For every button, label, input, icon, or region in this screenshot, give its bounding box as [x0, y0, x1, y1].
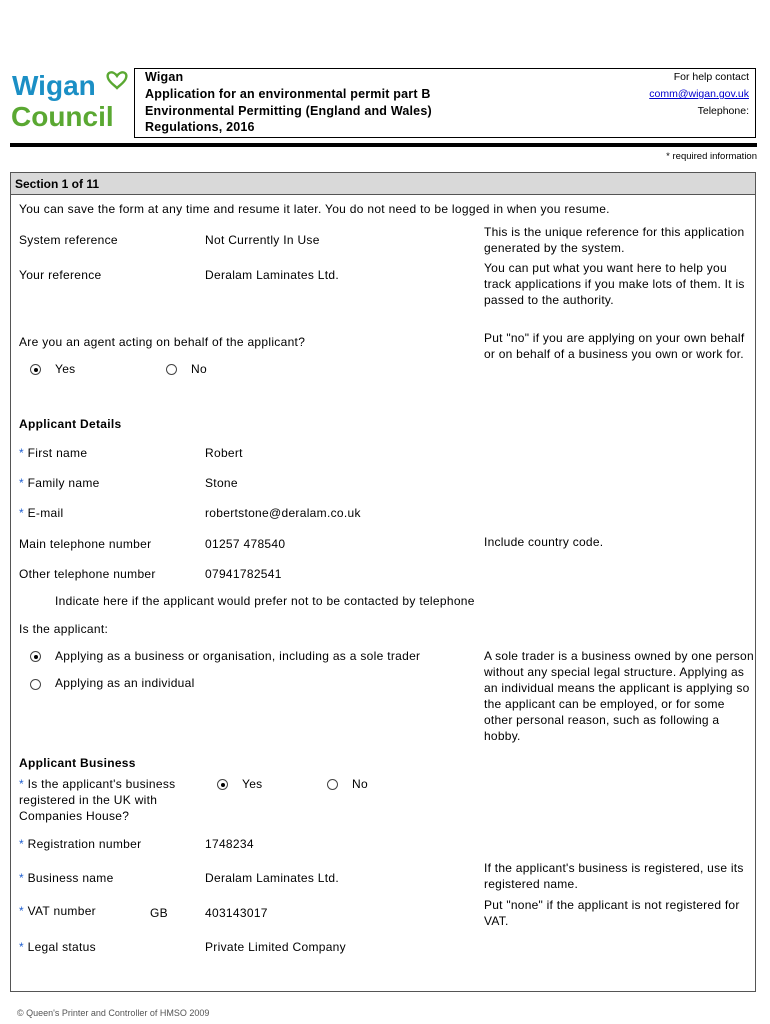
help-contact-label: For help contact: [673, 71, 749, 83]
applicant-type-help: A sole trader is a business owned by one person without any special legal structure. Applying as an individual means the applicant is applying so the applicant can be employed, or for some other personal reason, such as following a hobby.: [484, 649, 754, 743]
other-telephone-field[interactable]: 07941782541: [205, 567, 282, 581]
agent-question: Are you an agent acting on behalf of the applicant?: [19, 335, 306, 349]
header-title-line-3: Environmental Permitting (England and Wales): [145, 104, 432, 118]
header-rule: [10, 143, 757, 147]
header-title-line-1: Wigan: [145, 70, 184, 84]
system-reference-label: System reference: [19, 233, 118, 247]
main-telephone-help: Include country code.: [484, 535, 604, 549]
logo-line2: Council: [11, 101, 114, 130]
section-intro: You can save the form at any time and resume it later. You do not need to be logged in when you resume.: [19, 202, 610, 216]
companies-house-yes-radio[interactable]: [217, 779, 228, 790]
heart-outline-icon: [108, 72, 127, 88]
legal-status-label: * Legal status: [19, 940, 96, 954]
copyright-footer: © Queen's Printer and Controller of HMSO 2009: [17, 1008, 210, 1018]
no-telephone-contact-option[interactable]: Indicate here if the applicant would prefer not to be contacted by telephone: [55, 594, 475, 608]
vat-number-help: Put "none" if the applicant is not registered for VAT.: [484, 898, 740, 928]
email-field[interactable]: robertstone@deralam.co.uk: [205, 506, 361, 520]
first-name-field[interactable]: Robert: [205, 446, 243, 460]
family-name-field[interactable]: Stone: [205, 476, 238, 490]
applicant-details-heading: Applicant Details: [19, 417, 122, 431]
agent-no-radio[interactable]: [166, 364, 177, 375]
other-telephone-label: Other telephone number: [19, 567, 156, 581]
system-reference-help: This is the unique reference for this application generated by the system.: [484, 225, 745, 255]
companies-house-no-radio[interactable]: [327, 779, 338, 790]
applicant-business-radio[interactable]: [30, 651, 41, 662]
companies-house-no-label: No: [352, 777, 368, 791]
required-information-note: * required information: [666, 151, 757, 162]
email-label: * E-mail: [19, 506, 64, 520]
family-name-label: * Family name: [19, 476, 100, 490]
business-name-field[interactable]: Deralam Laminates Ltd.: [205, 871, 339, 885]
agent-yes-radio[interactable]: [30, 364, 41, 375]
your-reference-label: Your reference: [19, 268, 102, 282]
companies-house-question-line-3: Companies House?: [19, 809, 130, 823]
system-reference-value: Not Currently In Use: [205, 233, 320, 247]
form-header: [134, 68, 756, 138]
help-email-link[interactable]: comm@wigan.gov.uk: [649, 88, 749, 100]
companies-house-question-line-1: * Is the applicant's business: [19, 777, 176, 791]
main-telephone-label: Main telephone number: [19, 537, 152, 551]
your-reference-field[interactable]: Deralam Laminates Ltd.: [205, 268, 339, 282]
your-reference-help: You can put what you want here to help you track applications if you make lots of them. It is passed to the authority.: [484, 261, 745, 307]
vat-number-label: * VAT number: [19, 904, 96, 918]
applicant-business-heading: Applicant Business: [19, 756, 136, 770]
registration-number-field[interactable]: 1748234: [205, 837, 254, 851]
section-header: [11, 173, 755, 195]
applicant-individual-radio[interactable]: [30, 679, 41, 690]
vat-prefix: GB: [150, 906, 168, 920]
section-form: [10, 172, 756, 992]
business-name-label: * Business name: [19, 871, 114, 885]
companies-house-yes-label: Yes: [242, 777, 263, 791]
telephone-label: Telephone:: [697, 105, 749, 117]
agent-help: Put "no" if you are applying on your own behalf or on behalf of a business you own or work for.: [484, 331, 745, 361]
agent-yes-label: Yes: [55, 362, 76, 376]
companies-house-question-line-2: registered in the UK with: [19, 793, 158, 807]
first-name-label: * First name: [19, 446, 88, 460]
logo-line1: Wigan: [12, 70, 96, 101]
applicant-individual-label: Applying as an individual: [55, 676, 195, 690]
registration-number-label: * Registration number: [19, 837, 142, 851]
business-name-help: If the applicant's business is registered, use its registered name.: [484, 861, 744, 891]
header-title-line-2: Application for an environmental permit part B: [145, 87, 431, 101]
applicant-business-label: Applying as a business or organisation, including as a sole trader: [55, 649, 421, 663]
vat-number-field[interactable]: 403143017: [205, 906, 268, 920]
section-title: Section 1 of 11: [15, 177, 100, 191]
agent-no-label: No: [191, 362, 207, 376]
applicant-type-question: Is the applicant:: [19, 622, 109, 636]
wigan-council-logo: [10, 68, 132, 130]
header-title-line-4: Regulations, 2016: [145, 120, 255, 134]
main-telephone-field[interactable]: 01257 478540: [205, 537, 286, 551]
legal-status-select[interactable]: Private Limited Company: [205, 940, 346, 954]
